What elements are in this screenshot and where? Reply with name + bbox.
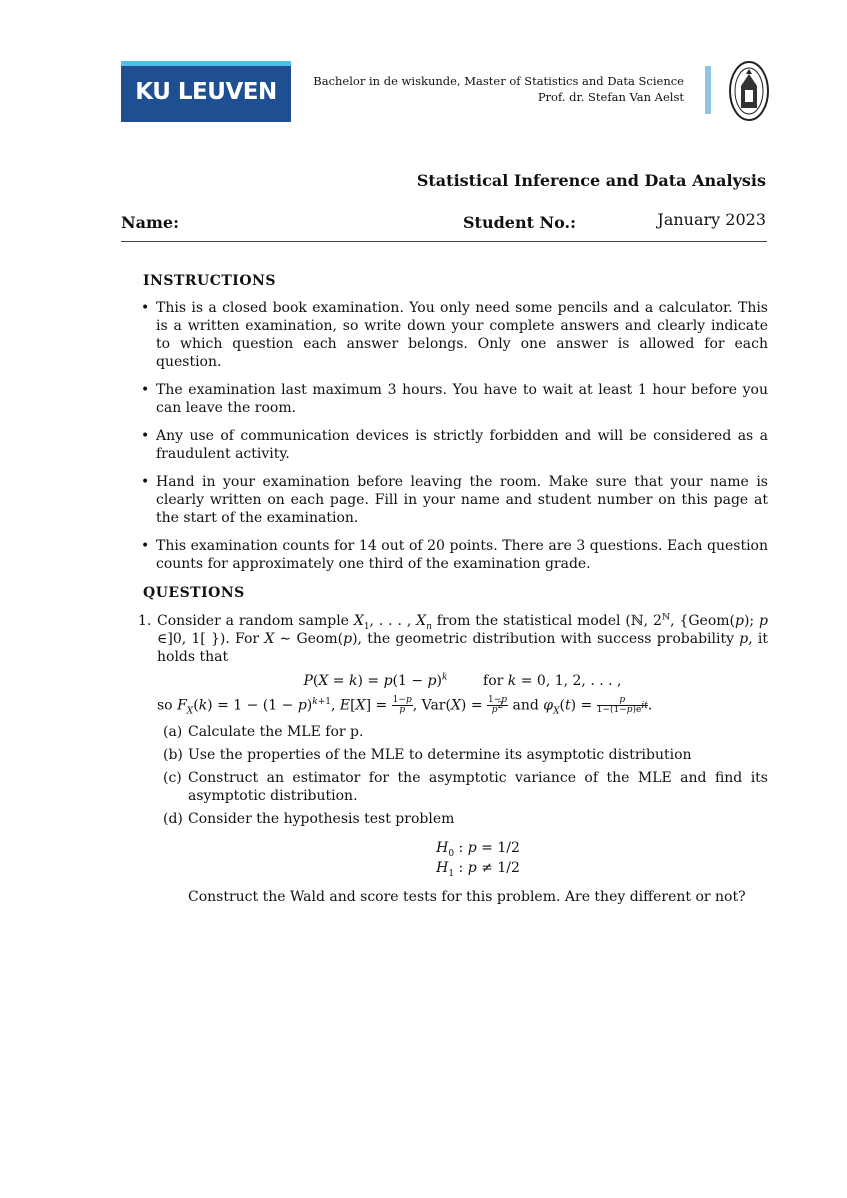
instruction-item bbox=[138, 537, 768, 573]
question-parts bbox=[157, 723, 768, 906]
instruction-text: This is a closed book examination. You only need some pencils and a calculator. This is a written examination, so write down your complete answers and clearly indicate to which question each answer belongs. Only one answer is allowed for each question. bbox=[156, 300, 768, 370]
part-text: Use the properties of the MLE to determine its asymptotic distribution bbox=[188, 747, 692, 763]
instruction-text: This examination counts for 14 out of 20 points. There are 3 questions. Each question counts for approximately one third of the examination grade. bbox=[156, 538, 768, 572]
instruction-item bbox=[138, 299, 768, 371]
exam-date: January 2023 bbox=[657, 210, 766, 229]
instructions-list bbox=[138, 299, 768, 583]
part-text: Calculate the MLE for p. bbox=[188, 724, 364, 740]
part-text: Construct an estimator for the asymptotic variance of the MLE and find its asymptotic distribution. bbox=[188, 770, 768, 804]
instruction-text: Hand in your examination before leaving the room. Make sure that your name is clearly written on each page. Fill in your name and student number on this page at the start of the examination. bbox=[156, 474, 768, 526]
moments-formula: so $F_X(k) = 1 - (1 - p)^{k+1}$, E[X] = $\frac{1-p}{p}$ , Var(X) = $\frac{1-p}{p^2}$ and $\varphi_X(t)$ = $\frac{p}{1-(1-p)e^{it}}$ . bbox=[157, 695, 653, 717]
instruction-item bbox=[138, 473, 768, 527]
question-body bbox=[157, 612, 768, 906]
instruction-text: The examination last maximum 3 hours. You have to wait at least 1 hour before you can leave the room. bbox=[156, 382, 768, 416]
question-number: 1. bbox=[138, 613, 152, 629]
instruction-item bbox=[138, 381, 768, 417]
question-part bbox=[157, 810, 768, 906]
question-1 bbox=[138, 612, 768, 911]
question-part bbox=[157, 723, 768, 741]
header-divider bbox=[121, 241, 767, 242]
part-label: (a) bbox=[163, 724, 183, 740]
instructions-heading: INSTRUCTIONS bbox=[143, 273, 276, 289]
part-text: Consider the hypothesis test problem bbox=[188, 811, 455, 827]
part-label: (b) bbox=[163, 747, 183, 763]
instruction-text: Any use of communication devices is strictly forbidden and will be considered as a fraudulent activity. bbox=[156, 428, 768, 462]
professor-text: Prof. dr. Stefan Van Aelst bbox=[537, 90, 684, 104]
null-hypothesis: $H_0$ : p = 1/2 bbox=[436, 840, 520, 859]
name-label: Name: bbox=[121, 213, 180, 232]
question-part bbox=[157, 769, 768, 805]
pmf-formula: $P(X = k) = p(1 - p)^k$ for k = 0, 1, 2, . . . , bbox=[303, 672, 622, 689]
header-info bbox=[313, 73, 684, 105]
ku-leuven-seal-icon bbox=[728, 60, 770, 122]
question-intro: Consider a random sample $X_1$, . . . , $X_n$ from the statistical model (ℕ, $2^ℕ$, {Geom(p); p ∈]0, 1[ }). For X ∼ Geom(p), the geometric distribution with success probability p, it holds that bbox=[157, 612, 768, 665]
closing-text: Construct the Wald and score tests for this problem. Are they different or not? bbox=[188, 889, 746, 905]
question-part bbox=[157, 746, 768, 764]
hypotheses bbox=[188, 838, 768, 878]
part-label: (d) bbox=[163, 811, 183, 827]
exam-title: Statistical Inference and Data Analysis bbox=[416, 171, 766, 190]
student-number-label: Student No.: bbox=[463, 213, 577, 232]
instruction-item bbox=[138, 427, 768, 463]
alternative-hypothesis: $H_1$ : p ≠ 1/2 bbox=[436, 860, 520, 879]
questions-heading: QUESTIONS bbox=[143, 585, 245, 601]
header-accent-bar bbox=[705, 66, 711, 114]
program-text: Bachelor in de wiskunde, Master of Statistics and Data Science bbox=[313, 74, 684, 88]
part-label: (c) bbox=[163, 770, 182, 786]
ku-leuven-logo: KU LEUVEN bbox=[121, 61, 291, 122]
